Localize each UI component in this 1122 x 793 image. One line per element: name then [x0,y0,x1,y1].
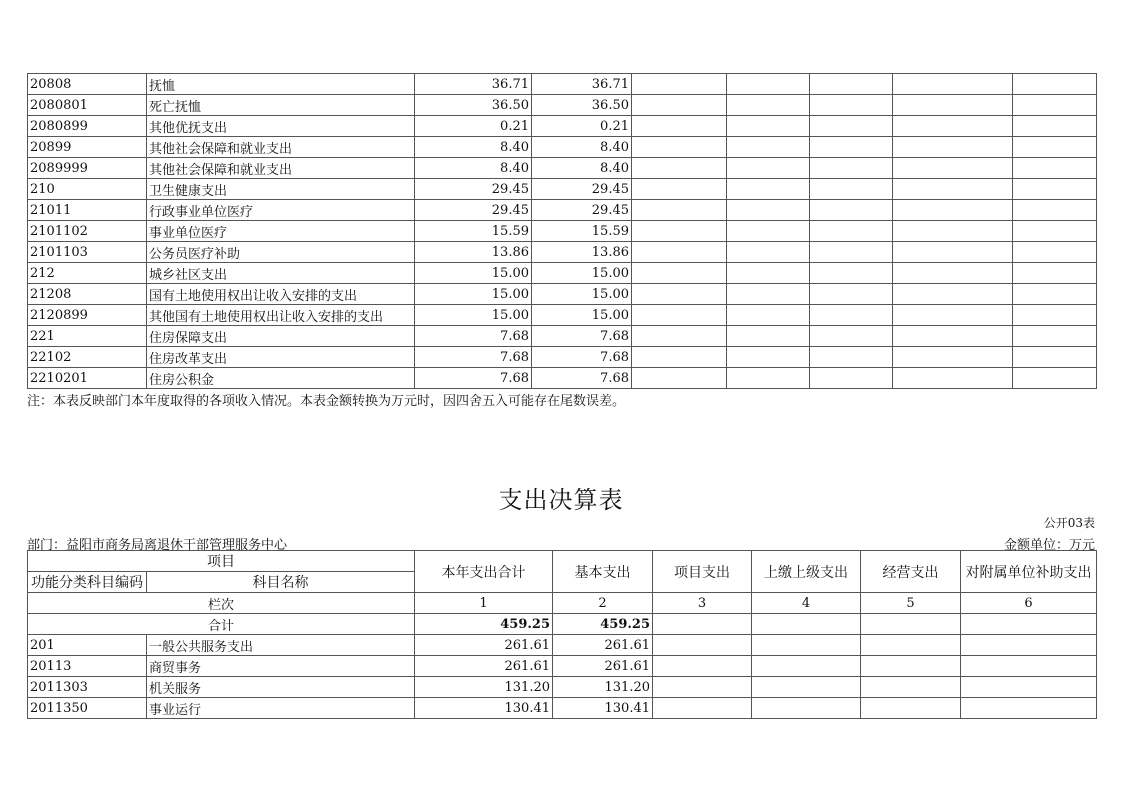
empty-cell [810,179,893,200]
table-row [28,200,1097,221]
empty-cell [632,305,727,326]
empty-cell [727,347,810,368]
empty-cell [727,263,810,284]
row-name: 住房改革支出 [147,347,415,368]
table-row [28,326,1097,347]
empty-cell [893,221,1013,242]
empty-cell [810,74,893,95]
table-row [28,635,1097,656]
row-basic: 7.68 [532,347,632,368]
amount-unit-label: 金额单位：万元 [1003,538,1095,553]
form-number: 公开03表 [1043,516,1095,530]
empty-cell [727,221,810,242]
empty-cell [1013,284,1097,305]
empty-cell [632,74,727,95]
empty-cell [727,242,810,263]
empty-cell [727,179,810,200]
row-code: 2011303 [28,677,147,698]
empty-cell [1013,305,1097,326]
empty-cell [632,116,727,137]
row-total: 15.00 [415,263,532,284]
row-name: 其他社会保障和就业支出 [147,137,415,158]
row-code: 221 [28,326,147,347]
row-name: 其他优抚支出 [147,116,415,137]
empty-cell [810,158,893,179]
header-total: 本年支出合计 [415,551,553,593]
department-label: 部门：益阳市商务局离退休干部管理服务中心 [27,538,288,553]
empty-cell [810,137,893,158]
header-project-expense: 项目支出 [653,551,752,593]
header-superior-payment: 上缴上级支出 [752,551,861,593]
table-row [28,179,1097,200]
empty-cell [1013,200,1097,221]
row-name: 其他社会保障和就业支出 [147,158,415,179]
column-index: 3 [653,593,752,614]
row-basic: 261.61 [553,656,653,677]
empty-cell [810,200,893,221]
row-name: 住房公积金 [147,368,415,389]
empty-cell [632,368,727,389]
row-total: 7.68 [415,326,532,347]
empty-cell [632,284,727,305]
empty-cell [810,263,893,284]
row-basic: 13.86 [532,242,632,263]
empty-cell [810,347,893,368]
row-code: 212 [28,263,147,284]
row-total: 131.20 [415,677,553,698]
empty-cell [810,326,893,347]
empty-cell [893,179,1013,200]
row-total: 15.00 [415,305,532,326]
row-code: 22102 [28,347,147,368]
row-basic: 8.40 [532,137,632,158]
row-name: 死亡抚恤 [147,95,415,116]
empty-cell [893,74,1013,95]
row-total: 261.61 [415,656,553,677]
row-total: 8.40 [415,158,532,179]
empty-cell [632,326,727,347]
row-code: 2120899 [28,305,147,326]
empty-cell [893,137,1013,158]
sum-total: 459.25 [415,614,553,635]
row-basic: 7.68 [532,368,632,389]
income-table-continuation [27,73,1097,389]
row-basic: 261.61 [553,635,653,656]
empty-cell [727,95,810,116]
column-index: 2 [553,593,653,614]
empty-cell [1013,347,1097,368]
row-name: 卫生健康支出 [147,179,415,200]
empty-cell [632,179,727,200]
empty-cell [893,200,1013,221]
table-row [28,368,1097,389]
row-code: 2089999 [28,158,147,179]
row-total: 36.50 [415,95,532,116]
row-name: 一般公共服务支出 [147,635,415,656]
row-name: 城乡社区支出 [147,263,415,284]
empty-cell [810,305,893,326]
empty-cell [893,158,1013,179]
header-basic: 基本支出 [553,551,653,593]
row-code: 201 [28,635,147,656]
empty-cell [632,95,727,116]
row-basic: 29.45 [532,200,632,221]
expenditure-table [27,550,1097,719]
empty-cell [632,221,727,242]
row-code: 2210201 [28,368,147,389]
empty-cell [810,95,893,116]
empty-cell [752,677,861,698]
row-total: 7.68 [415,368,532,389]
row-basic: 36.71 [532,74,632,95]
table-row [28,305,1097,326]
empty-cell [653,677,752,698]
empty-cell [1013,95,1097,116]
empty-cell [810,116,893,137]
empty-cell [810,221,893,242]
table-row [28,263,1097,284]
table-row [28,221,1097,242]
empty-cell [893,305,1013,326]
row-basic: 15.00 [532,263,632,284]
empty-cell [893,116,1013,137]
row-basic: 8.40 [532,158,632,179]
row-basic: 15.59 [532,221,632,242]
row-basic: 7.68 [532,326,632,347]
empty-cell [752,698,861,719]
row-total: 261.61 [415,635,553,656]
table-row [28,158,1097,179]
row-name: 行政事业单位医疗 [147,200,415,221]
empty-cell [1013,116,1097,137]
empty-cell [653,635,752,656]
row-total: 36.71 [415,74,532,95]
empty-cell [1013,179,1097,200]
row-total: 0.21 [415,116,532,137]
row-name: 机关服务 [147,677,415,698]
row-name: 商贸事务 [147,656,415,677]
empty-cell [727,284,810,305]
column-index-label: 栏次 [28,593,415,614]
row-code: 21208 [28,284,147,305]
row-total: 130.41 [415,698,553,719]
row-basic: 131.20 [553,677,653,698]
row-basic: 29.45 [532,179,632,200]
empty-cell [961,635,1097,656]
row-total: 29.45 [415,200,532,221]
row-code: 20899 [28,137,147,158]
row-code: 2080899 [28,116,147,137]
row-name: 事业单位医疗 [147,221,415,242]
empty-cell [893,263,1013,284]
empty-cell [727,326,810,347]
table-row [28,347,1097,368]
empty-cell [961,677,1097,698]
row-name: 其他国有土地使用权出让收入安排的支出 [147,305,415,326]
row-total: 13.86 [415,242,532,263]
row-basic: 15.00 [532,284,632,305]
table-row [28,242,1097,263]
empty-cell [632,263,727,284]
row-code: 20808 [28,74,147,95]
empty-cell [727,368,810,389]
empty-cell [1013,326,1097,347]
row-total: 29.45 [415,179,532,200]
empty-cell [752,635,861,656]
table-row [28,656,1097,677]
empty-cell [893,284,1013,305]
empty-cell [1013,158,1097,179]
empty-cell [727,200,810,221]
table-note: 注：本表反映部门本年度取得的各项收入情况。本表金额转换为万元时，因四舍五入可能存在尾数误差。 [27,394,626,409]
empty-cell [632,158,727,179]
row-code: 2011350 [28,698,147,719]
header-project: 项目 [28,551,415,572]
empty-cell [893,95,1013,116]
empty-cell [861,656,961,677]
empty-cell [893,368,1013,389]
empty-cell [861,635,961,656]
sum-basic: 459.25 [553,614,653,635]
empty-cell [861,677,961,698]
empty-cell [1013,242,1097,263]
row-code: 2101103 [28,242,147,263]
empty-cell [1013,74,1097,95]
empty-cell [653,656,752,677]
empty-cell [893,326,1013,347]
row-basic: 0.21 [532,116,632,137]
empty-cell [632,242,727,263]
empty-cell [961,698,1097,719]
row-total: 15.59 [415,221,532,242]
sum-label: 合计 [28,614,415,635]
column-index: 6 [961,593,1097,614]
empty-cell [1013,368,1097,389]
page-title: 支出决算表 [498,486,624,514]
column-index: 1 [415,593,553,614]
empty-cell [632,347,727,368]
row-total: 7.68 [415,347,532,368]
row-basic: 36.50 [532,95,632,116]
table-row [28,74,1097,95]
empty-cell [727,305,810,326]
column-index: 4 [752,593,861,614]
row-name: 事业运行 [147,698,415,719]
header-code: 功能分类科目编码 [28,572,147,593]
row-code: 2101102 [28,221,147,242]
row-total: 8.40 [415,137,532,158]
empty-cell [632,200,727,221]
row-code: 20113 [28,656,147,677]
empty-cell [810,242,893,263]
row-basic: 15.00 [532,305,632,326]
empty-cell [727,74,810,95]
empty-cell [727,158,810,179]
table-row [28,677,1097,698]
table-row [28,95,1097,116]
empty-cell [653,698,752,719]
table-row [28,116,1097,137]
empty-cell [961,656,1097,677]
row-name: 公务员医疗补助 [147,242,415,263]
empty-cell [1013,137,1097,158]
row-code: 2080801 [28,95,147,116]
header-business-expense: 经营支出 [861,551,961,593]
row-name: 抚恤 [147,74,415,95]
header-subsidy: 对附属单位补助支出 [961,551,1097,593]
empty-cell [810,284,893,305]
column-index: 5 [861,593,961,614]
row-code: 210 [28,179,147,200]
empty-cell [810,368,893,389]
header-name: 科目名称 [147,572,415,593]
empty-cell [1013,263,1097,284]
table-row [28,137,1097,158]
empty-cell [752,656,861,677]
empty-cell [893,242,1013,263]
table-row [28,698,1097,719]
row-code: 21011 [28,200,147,221]
row-basic: 130.41 [553,698,653,719]
empty-cell [1013,221,1097,242]
table-row [28,284,1097,305]
empty-cell [893,347,1013,368]
empty-cell [632,137,727,158]
empty-cell [727,137,810,158]
row-total: 15.00 [415,284,532,305]
empty-cell [727,116,810,137]
row-name: 住房保障支出 [147,326,415,347]
row-name: 国有土地使用权出让收入安排的支出 [147,284,415,305]
empty-cell [861,698,961,719]
